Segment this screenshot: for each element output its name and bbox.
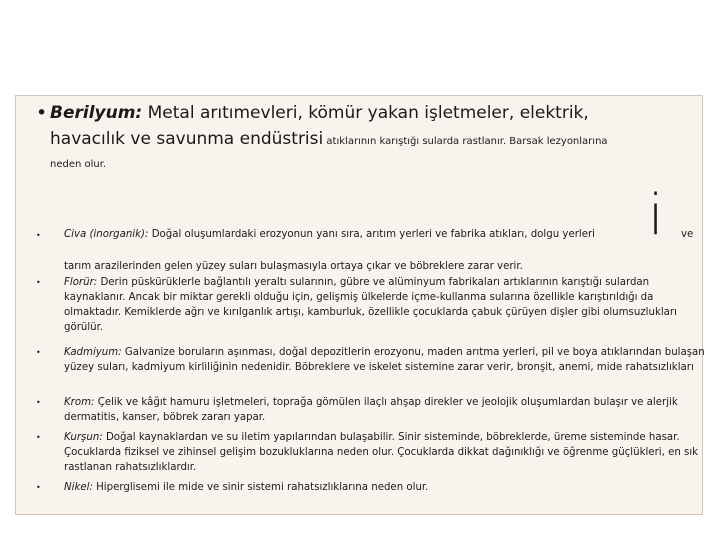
berilyum-text-small-2: atıklarının karıştığı sularda rastlanır. Barsak lezyonlarına <box>323 136 608 147</box>
krom-label: Krom: <box>64 397 95 408</box>
civa-large-char: i <box>648 183 664 248</box>
krom-bullet-marker: • <box>36 398 41 407</box>
main-bullet-berilyum <box>50 100 700 175</box>
berilyum-label: Berilyum: <box>50 103 143 123</box>
civa-text: Doğal oluşumlardaki erozyonun yanı sıra, arıtım yerleri ve fabrika atıkları, dolgu yerleri <box>148 229 596 240</box>
kursun-text: Doğal kaynaklardan ve su iletim yapılarından bulaşabilir. Sinir sisteminde, böbreklerde, üreme sisteminde hasar. Çocuklarda fiziksel ve zihinsel gelişim bozukluklarına neden olur. Çocuklarda dikkat dağınıklığı ve öğrenme güçlükleri, en sık rastlanan rahatsızlıklardır. <box>64 432 699 473</box>
nikel-label: Nikel: <box>64 482 93 493</box>
kadmiyum-text: Galvanize boruların aşınması, doğal depozitlerin erozyonu, maden arıtma yerleri, pil ve boya atıklarından bulaşan yüzey suları, kadmiyum kirliliğinin nedenidir. Böbreklere ve iskelet sistemine zarar verir, bronşit, anemi, mide rahatsızlıkları <box>64 347 705 373</box>
florur-bullet-marker: • <box>36 278 41 287</box>
berilyum-text-1: Metal arıtımevleri, kömür yakan işletmeler, elektrik, <box>142 103 589 123</box>
kadmiyum-item <box>64 345 712 375</box>
berilyum-text-small-3: neden olur. <box>50 159 107 170</box>
kadmiyum-label: Kadmiyum: <box>64 347 122 358</box>
civa-item <box>64 227 654 242</box>
florur-item <box>64 275 712 335</box>
berilyum-text-2: havacılık ve savunma endüstrisi <box>50 129 324 149</box>
slide-content-box <box>15 95 703 515</box>
krom-item <box>64 395 712 425</box>
nikel-item <box>64 480 712 495</box>
nikel-bullet-marker: • <box>36 483 41 492</box>
kursun-label: Kurşun: <box>64 432 103 443</box>
civa-label: Civa (inorganik): <box>64 229 149 240</box>
civa-bullet-marker: • <box>36 231 41 240</box>
civa-tail: ve <box>681 229 694 240</box>
florur-label: Florür: <box>64 277 98 288</box>
krom-text: Çelik ve kâğıt hamuru işletmeleri, toprağa gömülen ilaçlı ahşap direkler ve jeolojik oluşumlardan bulaşır ve alerjik dermatitis, kanser, böbrek zararı yapar. <box>64 397 678 423</box>
civa-continuation: tarım arazilerinden gelen yüzey suları bulaşmasıyla ortaya çıkar ve böbreklere zarar verir. <box>64 261 523 272</box>
nikel-text: Hiperglisemi ile mide ve sinir sistemi rahatsızlıklarına neden olur. <box>92 482 429 493</box>
main-bullet-marker: • <box>36 102 48 124</box>
kadmiyum-bullet-marker: • <box>36 348 41 357</box>
florur-text: Derin püskürüklerle bağlantılı yeraltı sularının, gübre ve alüminyum fabrikaları artıklarının karıştığı sulardan kaynaklanır. Ancak bir miktar gerekli olduğu için, gelişmiş ülkelerde içme-kullanma sularına özellikle karıştırıldığı da olmaktadır. Kemiklerde ağrı ve kırılganlık artışı, kamburluk, özellikle çocuklarda çabuk çürüyen dişler gibi olumsuzlukları görülür. <box>64 277 677 333</box>
kursun-bullet-marker: • <box>36 433 41 442</box>
kursun-item <box>64 430 712 475</box>
